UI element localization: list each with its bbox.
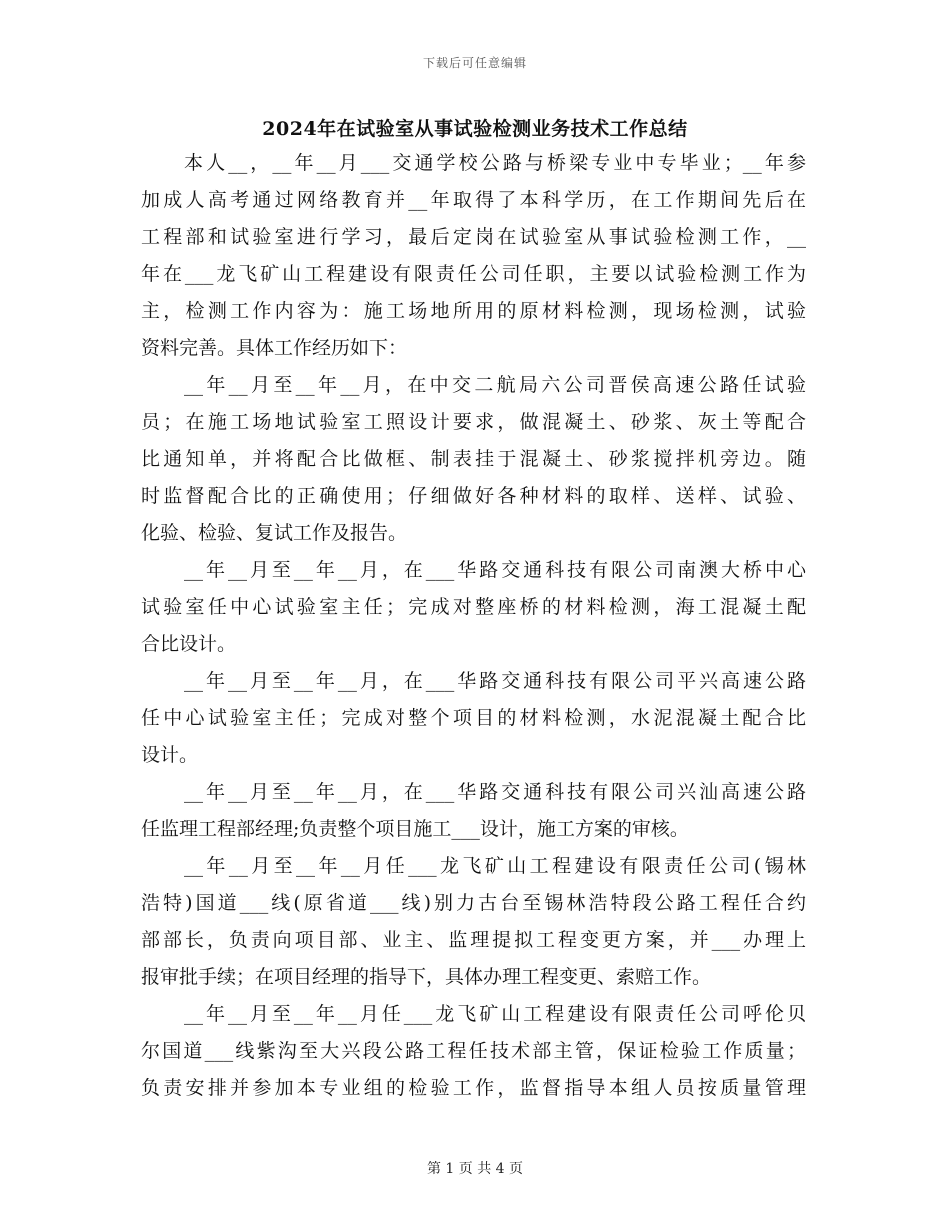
text-line: __年__月至__年__月，在___华路交通科技有限公司平兴高速公路 — [184, 670, 806, 692]
text-line: 年在___龙飞矿山工程建设有限责任公司任职，主要以试验检测工作为 — [141, 263, 806, 285]
text-line: 比通知单，并将配合比做框、制表挂于混凝土、砂浆搅拌机旁边。随 — [141, 448, 806, 470]
paragraph-experience-1 — [141, 367, 806, 552]
text-line: 部部长，负责向项目部、业主、监理提拟工程变更方案，并___办理上 — [141, 929, 806, 951]
text-line: 合比设计。 — [141, 633, 237, 655]
document-title: 2024年在试验室从事试验检测业务技术工作总结 — [262, 118, 688, 140]
text-line: __年__月至__年__月，在___华路交通科技有限公司兴汕高速公路 — [184, 781, 806, 803]
text-line: __年__月至__年__月，在中交二航局六公司晋侯高速公路任试验 — [184, 374, 806, 396]
text-line: __年__月至__年__月任___龙飞矿山工程建设有限责任公司(锡林 — [184, 855, 806, 877]
text-line: 本人__，__年__月___交通学校公路与桥梁专业中专毕业；__年参 — [184, 152, 806, 174]
page-header-note: 下载后可任意编辑 — [422, 56, 527, 70]
text-line: 报审批手续；在项目经理的指导下，具体办理工程变更、索赔工作。 — [141, 966, 712, 988]
paragraph-experience-5 — [141, 848, 806, 996]
text-line: 工程部和试验室进行学习，最后定岗在试验室从事试验检测工作，__ — [141, 226, 806, 248]
text-line: 加成人高考通过网络教育并__年取得了本科学历，在工作期间先后在 — [141, 189, 806, 211]
paragraph-experience-3 — [141, 663, 806, 774]
text-line: 资料完善。具体工作经历如下： — [141, 337, 408, 359]
paragraph-experience-6 — [141, 996, 806, 1107]
paragraph-experience-2 — [141, 552, 806, 663]
text-line: 试验室任中心试验室主任；完成对整座桥的材料检测，海工混凝土配 — [141, 596, 806, 618]
text-line: 尔国道___线紫沟至大兴段公路工程任技术部主管，保证检验工作质量； — [141, 1040, 806, 1062]
text-line: 时监督配合比的正确使用；仔细做好各种材料的取样、送样、试验、 — [141, 485, 806, 507]
document-body — [141, 145, 806, 1107]
text-line: __年__月至__年__月，在___华路交通科技有限公司南澳大桥中心 — [184, 559, 806, 581]
paragraph-experience-4 — [141, 774, 806, 848]
text-line: 设计。 — [141, 744, 199, 766]
paragraph-intro — [141, 145, 806, 367]
text-line: 员；在施工场地试验室工照设计要求，做混凝土、砂浆、灰土等配合 — [141, 411, 806, 433]
text-line: __年__月至__年__月任___龙飞矿山工程建设有限责任公司呼伦贝 — [184, 1003, 806, 1025]
text-line: 任中心试验室主任；完成对整个项目的材料检测，水泥混凝土配合比 — [141, 707, 806, 729]
text-line: 化验、检验、复试工作及报告。 — [141, 522, 408, 544]
text-line: 浩特)国道___线(原省道___线)别力古台至锡林浩特段公路工程任合约 — [141, 892, 806, 914]
page-number: 第 1 页 共 4 页 — [426, 1161, 524, 1177]
text-line: 任监理工程部经理;负责整个项目施工___设计，施工方案的审核。 — [141, 818, 689, 840]
text-line: 负责安排并参加本专业组的检验工作，监督指导本组人员按质量管理 — [141, 1077, 806, 1099]
text-line: 主，检测工作内容为：施工场地所用的原材料检测，现场检测，试验 — [141, 300, 806, 322]
